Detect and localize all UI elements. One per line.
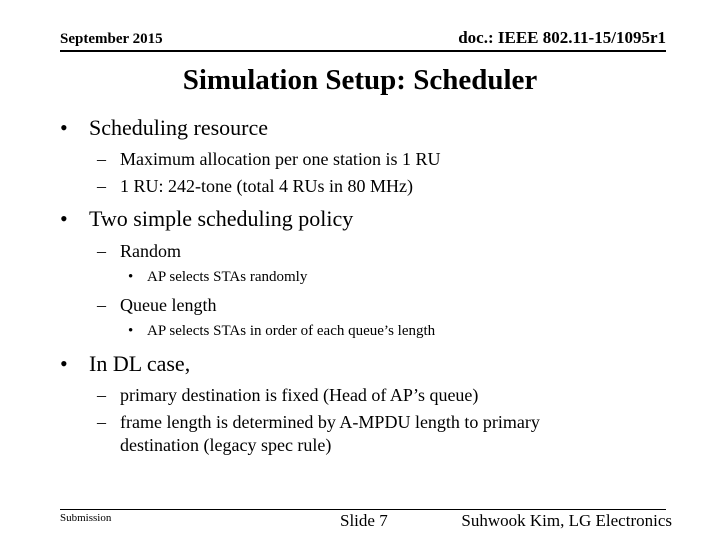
sub-bullet-text: Random — [120, 241, 181, 261]
sub-bullet-text: primary destination is fixed (Head of AP’s queue) — [120, 385, 479, 405]
detail-queue-length — [128, 321, 435, 341]
sub-bullet-frame-length — [97, 411, 540, 434]
sub-bullet-primary-destination — [97, 384, 478, 407]
bullet-text: In DL case, — [89, 351, 191, 376]
sub-bullet-max-allocation — [97, 148, 440, 171]
dash-mark: – — [97, 385, 106, 405]
bullet-scheduling-resource — [60, 114, 268, 142]
sub-bullet-text: Maximum allocation per one station is 1 RU — [120, 149, 441, 169]
dash-mark: – — [97, 412, 106, 432]
bullet-scheduling-policy — [60, 205, 353, 233]
sub-bullet-text: 1 RU: 242-tone (total 4 RUs in 80 MHz) — [120, 176, 413, 196]
sub-bullet-text: Queue length — [120, 295, 217, 315]
dash-mark: – — [97, 149, 106, 169]
sub-bullet-ru-size — [97, 175, 413, 198]
bullet-mark: • — [60, 206, 68, 231]
header-date: September 2015 — [60, 31, 163, 47]
dash-mark: – — [97, 295, 106, 315]
sub-bullet-random — [97, 240, 181, 263]
header-divider — [60, 50, 666, 52]
footer-author: Suhwook Kim, LG Electronics — [461, 511, 672, 530]
detail-text: AP selects STAs in order of each queue’s length — [147, 323, 436, 339]
bullet-text: Scheduling resource — [89, 115, 268, 140]
sub-bullet-text: frame length is determined by A-MPDU length to primary — [120, 412, 540, 432]
dash-mark: – — [97, 176, 106, 196]
bullet-mark: • — [128, 269, 134, 285]
footer-slide-number: Slide 7 — [340, 511, 388, 530]
bullet-text: Two simple scheduling policy — [89, 206, 354, 231]
bullet-mark: • — [128, 323, 134, 339]
sub-bullet-frame-length-continued: destination (legacy spec rule) — [120, 435, 332, 455]
bullet-dl-case — [60, 350, 190, 378]
detail-random — [128, 267, 307, 287]
bullet-mark: • — [60, 115, 68, 140]
sub-bullet-queue-length — [97, 294, 216, 317]
slide-title: Simulation Setup: Scheduler — [182, 64, 538, 96]
footer-submission: Submission — [60, 512, 112, 524]
footer-divider — [60, 509, 666, 510]
bullet-mark: • — [60, 351, 68, 376]
detail-text: AP selects STAs randomly — [147, 269, 308, 285]
header-doc-id: doc.: IEEE 802.11-15/1095r1 — [458, 28, 666, 47]
dash-mark: – — [97, 241, 106, 261]
